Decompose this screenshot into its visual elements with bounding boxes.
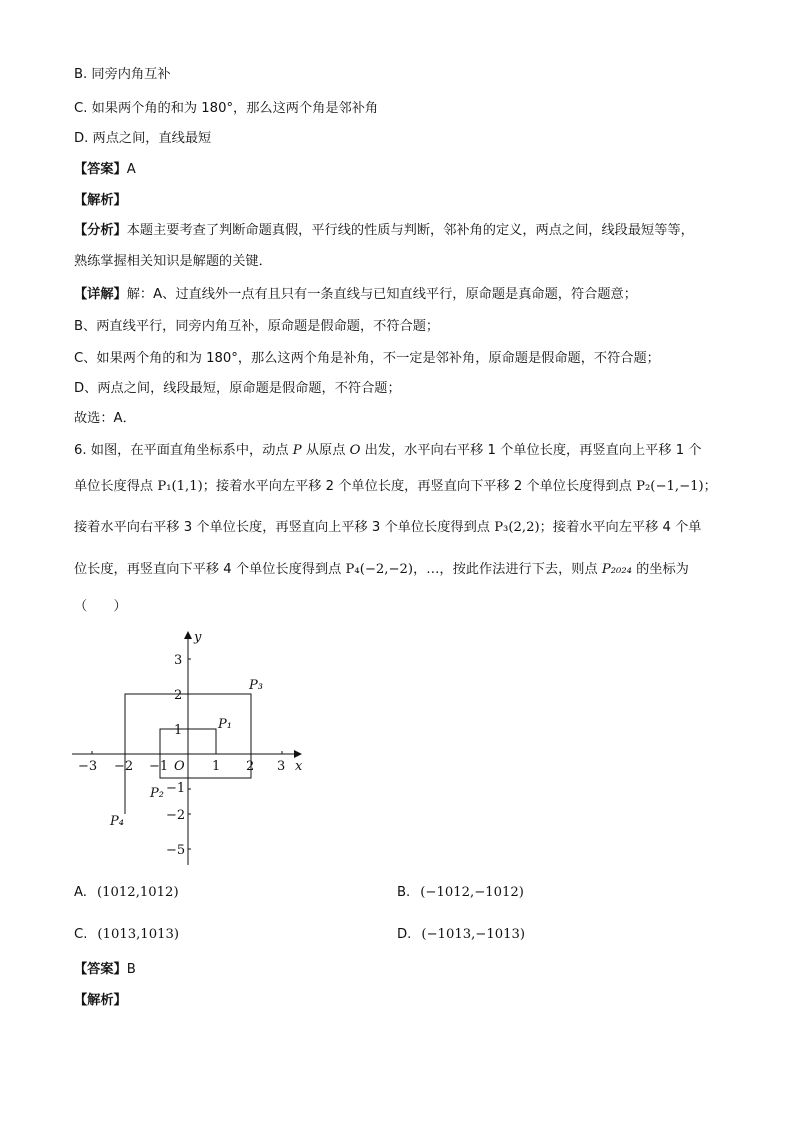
detail-line-1: [74, 286, 637, 304]
choice-c: [74, 926, 179, 944]
q6-point-p2: P₂(−1,−1): [636, 479, 704, 494]
choice-label: D.: [397, 927, 412, 942]
q6-point-p2024: P₂₀₂₄: [601, 562, 632, 577]
option-c-prev: C. 如果两个角的和为 180°，那么这两个角是邻补角: [74, 101, 379, 116]
q6-text: 的坐标为: [631, 562, 689, 577]
point-label-p1: P₁: [218, 717, 232, 732]
q6-text: ；接着水平向左平移 4 个单: [539, 520, 702, 535]
q6-var-p: P: [292, 443, 302, 458]
y-tick-label: −1: [166, 781, 186, 796]
option-d-prev: D. 两点之间，直线最短: [74, 131, 212, 146]
q6-line-3: [74, 519, 701, 537]
choice-value: (1013,1013): [97, 927, 180, 942]
analysis-line-1: [74, 222, 694, 240]
x-tick-label: −3: [78, 759, 98, 774]
y-tick-label: 3: [174, 653, 183, 668]
answer-q6: [74, 961, 136, 979]
q6-text: 接着水平向右平移 3 个单位长度，再竖直向上平移 3 个单位长度得到点: [74, 520, 495, 535]
option-b-prev: B. 同旁内角互补: [74, 67, 171, 82]
q6-line-5: （ ）: [74, 599, 127, 614]
origin-label: O: [174, 759, 185, 774]
choice-d: [397, 926, 525, 944]
x-axis-label: x: [295, 759, 303, 774]
analysis-line-2: 熟练掌握相关知识是解题的关键．: [74, 254, 272, 269]
y-tick-label: 2: [174, 688, 183, 703]
analysis-heading-q6: 【解析】: [74, 993, 127, 1008]
detail-line-3: C、如果两个角的和为 180°，那么这两个角是补角，不一定是邻补角，原命题是假命题，不符合题；: [74, 351, 660, 366]
q6-text: 6. 如图，在平面直角坐标系中，动点: [74, 443, 293, 458]
choice-value: (−1012,−1012): [420, 885, 524, 900]
choice-label: C.: [74, 927, 88, 942]
detail-tag: 【详解】: [74, 287, 127, 302]
x-tick-label: 2: [246, 759, 255, 774]
point-label-p4: P₄: [110, 814, 124, 829]
q6-text: 从原点: [301, 443, 350, 458]
x-tick-label: 1: [212, 759, 221, 774]
coordinate-figure: [66, 625, 326, 875]
point-label-p3: P₃: [249, 678, 263, 693]
q6-text: ；接着水平向左平移 2 个单位长度，再竖直向下平移 2 个单位长度得到点: [202, 479, 637, 494]
q6-line-1: [74, 442, 701, 460]
q6-text: ；: [703, 479, 717, 494]
analysis-heading: 【解析】: [74, 193, 127, 208]
y-axis-label: y: [194, 630, 202, 645]
x-tick-label: −2: [114, 759, 134, 774]
x-tick-label: −1: [149, 759, 169, 774]
q6-point-p4: P₄(−2,−2): [345, 562, 414, 577]
q6-line-2: [74, 478, 717, 496]
choice-a: [74, 884, 179, 902]
x-axis-arrow-icon: [294, 750, 302, 758]
detail-line-4: D、两点之间，线段最短，原命题是假命题，不符合题；: [74, 381, 401, 396]
detail-text-1: 解：A、过直线外一点有且只有一条直线与已知直线平行，原命题是真命题，符合题意；: [126, 287, 637, 302]
answer-tag: 【答案】: [74, 962, 127, 977]
q6-var-o: O: [349, 443, 361, 458]
answer-tag: 【答案】: [74, 162, 127, 177]
point-label-p2: P₂: [150, 786, 164, 801]
choice-value: (−1013,−1013): [421, 927, 526, 942]
y-tick-label: −5: [166, 843, 186, 858]
q6-point-p3: P₃(2,2): [494, 520, 540, 535]
q6-text: 位长度，再竖直向下平移 4 个单位长度得到点: [74, 562, 346, 577]
detail-line-5: 故选：A．: [74, 411, 136, 426]
detail-line-2: B、两直线平行，同旁内角互补，原命题是假命题，不符合题；: [74, 319, 440, 334]
x-tick-label: 3: [277, 759, 286, 774]
q6-text: 出发，水平向右平移 1 个单位长度，再竖直向上平移 1 个: [360, 443, 702, 458]
answer-prev: [74, 161, 136, 179]
choice-label: A.: [74, 885, 87, 900]
answer-value: B: [126, 962, 136, 977]
choice-value: (1012,1012): [96, 885, 179, 900]
answer-value: A: [126, 162, 136, 177]
q6-text: ，…，按此作法进行下去，则点: [413, 562, 602, 577]
choice-b: [397, 884, 524, 902]
q6-point-p1: P₁(1,1): [157, 479, 203, 494]
analysis-text-1: 本题主要考查了判断命题真假，平行线的性质与判断，邻补角的定义，两点之间，线段最短等等，: [126, 223, 694, 238]
y-tick-label: −2: [166, 808, 186, 823]
y-axis-arrow-icon: [184, 631, 192, 639]
q6-line-4: [74, 561, 689, 579]
y-tick-label: 1: [174, 723, 183, 738]
choice-label: B.: [397, 885, 411, 900]
q6-text: 单位长度得点: [74, 479, 158, 494]
analysis-tag: 【分析】: [74, 223, 127, 238]
